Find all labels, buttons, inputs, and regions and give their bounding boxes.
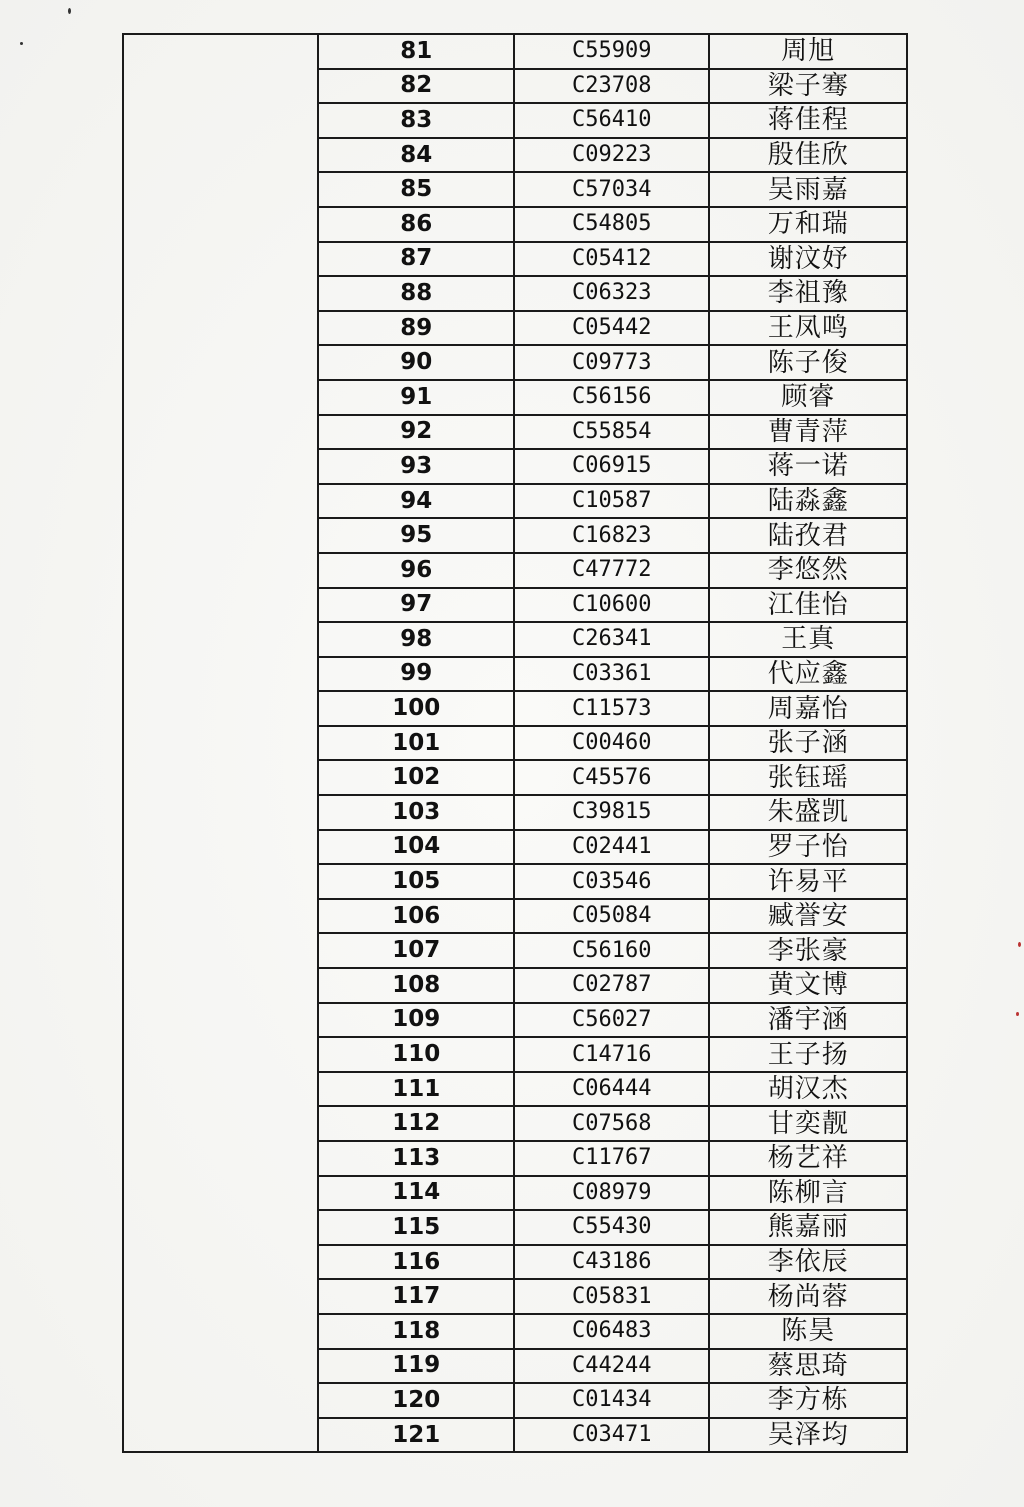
- student-code-cell: C56156: [514, 380, 709, 415]
- scan-speck: [20, 42, 23, 45]
- student-code-cell: C06483: [514, 1314, 709, 1349]
- student-code-cell: C26341: [514, 622, 709, 657]
- student-name-cell: 蒋佳程: [709, 103, 907, 138]
- row-number-cell: 121: [318, 1418, 513, 1453]
- student-name-cell: 李依辰: [709, 1245, 907, 1280]
- student-code-cell: C07568: [514, 1106, 709, 1141]
- student-code-cell: C11573: [514, 691, 709, 726]
- student-code-cell: C06915: [514, 449, 709, 484]
- student-code-cell: C08979: [514, 1176, 709, 1211]
- row-number-cell: 105: [318, 864, 513, 899]
- scan-speck: [68, 8, 71, 14]
- student-code-cell: C10587: [514, 484, 709, 519]
- student-name-cell: 陈昊: [709, 1314, 907, 1349]
- student-name-cell: 吴雨嘉: [709, 172, 907, 207]
- student-code-cell: C44244: [514, 1349, 709, 1384]
- student-name-cell: 李方栋: [709, 1383, 907, 1418]
- row-number-cell: 104: [318, 830, 513, 865]
- student-name-cell: 谢汶妤: [709, 242, 907, 277]
- row-number-cell: 101: [318, 726, 513, 761]
- student-code-cell: C57034: [514, 172, 709, 207]
- student-code-cell: C05084: [514, 899, 709, 934]
- student-name-cell: 蒋一诺: [709, 449, 907, 484]
- row-number-cell: 115: [318, 1210, 513, 1245]
- student-code-cell: C03471: [514, 1418, 709, 1453]
- student-name-cell: 朱盛凯: [709, 795, 907, 830]
- student-name-cell: 吴泽均: [709, 1418, 907, 1453]
- row-number-cell: 99: [318, 657, 513, 692]
- student-name-cell: 黄文博: [709, 968, 907, 1003]
- student-name-cell: 李张豪: [709, 933, 907, 968]
- row-number-cell: 108: [318, 968, 513, 1003]
- row-number-cell: 94: [318, 484, 513, 519]
- student-code-cell: C05412: [514, 242, 709, 277]
- row-number-cell: 82: [318, 69, 513, 104]
- student-code-cell: C16823: [514, 518, 709, 553]
- student-name-cell: 陆淼鑫: [709, 484, 907, 519]
- row-number-cell: 95: [318, 518, 513, 553]
- row-number-cell: 110: [318, 1037, 513, 1072]
- student-code-cell: C00460: [514, 726, 709, 761]
- row-number-cell: 113: [318, 1141, 513, 1176]
- student-code-cell: C03546: [514, 864, 709, 899]
- row-number-cell: 88: [318, 276, 513, 311]
- student-name-cell: 熊嘉丽: [709, 1210, 907, 1245]
- row-number-cell: 87: [318, 242, 513, 277]
- row-number-cell: 102: [318, 760, 513, 795]
- row-number-cell: 118: [318, 1314, 513, 1349]
- row-number-cell: 114: [318, 1176, 513, 1211]
- row-number-cell: 85: [318, 172, 513, 207]
- row-number-cell: 84: [318, 138, 513, 173]
- student-code-cell: C02787: [514, 968, 709, 1003]
- student-code-cell: C14716: [514, 1037, 709, 1072]
- student-name-cell: 王真: [709, 622, 907, 657]
- student-code-cell: C56027: [514, 1003, 709, 1038]
- row-number-cell: 92: [318, 415, 513, 450]
- row-number-cell: 116: [318, 1245, 513, 1280]
- student-code-cell: C43186: [514, 1245, 709, 1280]
- student-name-cell: 王凤鸣: [709, 311, 907, 346]
- student-code-cell: C01434: [514, 1383, 709, 1418]
- roster-table-body: [123, 34, 907, 1452]
- student-code-cell: C09773: [514, 345, 709, 380]
- student-name-cell: 李悠然: [709, 553, 907, 588]
- student-name-cell: 潘宇涵: [709, 1003, 907, 1038]
- row-number-cell: 119: [318, 1349, 513, 1384]
- row-number-cell: 106: [318, 899, 513, 934]
- student-name-cell: 张钰瑶: [709, 760, 907, 795]
- student-code-cell: C45576: [514, 760, 709, 795]
- student-name-cell: 陈柳言: [709, 1176, 907, 1211]
- row-number-cell: 98: [318, 622, 513, 657]
- student-code-cell: C03361: [514, 657, 709, 692]
- row-number-cell: 117: [318, 1279, 513, 1314]
- roster-table: [122, 33, 908, 1453]
- student-name-cell: 梁子骞: [709, 69, 907, 104]
- row-number-cell: 91: [318, 380, 513, 415]
- table-row: [123, 34, 907, 69]
- student-name-cell: 王子扬: [709, 1037, 907, 1072]
- row-number-cell: 103: [318, 795, 513, 830]
- student-name-cell: 胡汉杰: [709, 1072, 907, 1107]
- student-code-cell: C11767: [514, 1141, 709, 1176]
- scan-speck: [1018, 942, 1021, 947]
- student-code-cell: C39815: [514, 795, 709, 830]
- student-code-cell: C55430: [514, 1210, 709, 1245]
- student-code-cell: C54805: [514, 207, 709, 242]
- row-number-cell: 112: [318, 1106, 513, 1141]
- row-number-cell: 93: [318, 449, 513, 484]
- student-code-cell: C55909: [514, 34, 709, 69]
- merged-blank-cell: [123, 34, 318, 1452]
- student-name-cell: 罗子怡: [709, 830, 907, 865]
- student-code-cell: C06323: [514, 276, 709, 311]
- student-name-cell: 杨艺祥: [709, 1141, 907, 1176]
- student-code-cell: C02441: [514, 830, 709, 865]
- row-number-cell: 83: [318, 103, 513, 138]
- student-code-cell: C05831: [514, 1279, 709, 1314]
- student-name-cell: 杨尚蓉: [709, 1279, 907, 1314]
- student-name-cell: 许易平: [709, 864, 907, 899]
- student-name-cell: 万和瑞: [709, 207, 907, 242]
- row-number-cell: 111: [318, 1072, 513, 1107]
- student-name-cell: 臧誉安: [709, 899, 907, 934]
- row-number-cell: 89: [318, 311, 513, 346]
- student-name-cell: 张子涵: [709, 726, 907, 761]
- student-name-cell: 曹青萍: [709, 415, 907, 450]
- row-number-cell: 81: [318, 34, 513, 69]
- student-code-cell: C47772: [514, 553, 709, 588]
- student-name-cell: 周旭: [709, 34, 907, 69]
- row-number-cell: 109: [318, 1003, 513, 1038]
- student-name-cell: 李祖豫: [709, 276, 907, 311]
- student-name-cell: 江佳怡: [709, 588, 907, 623]
- student-code-cell: C23708: [514, 69, 709, 104]
- row-number-cell: 97: [318, 588, 513, 623]
- student-code-cell: C55854: [514, 415, 709, 450]
- student-code-cell: C56410: [514, 103, 709, 138]
- student-name-cell: 陈子俊: [709, 345, 907, 380]
- student-name-cell: 周嘉怡: [709, 691, 907, 726]
- student-code-cell: C56160: [514, 933, 709, 968]
- row-number-cell: 86: [318, 207, 513, 242]
- row-number-cell: 100: [318, 691, 513, 726]
- student-name-cell: 代应鑫: [709, 657, 907, 692]
- student-name-cell: 蔡思琦: [709, 1349, 907, 1384]
- row-number-cell: 96: [318, 553, 513, 588]
- student-code-cell: C06444: [514, 1072, 709, 1107]
- student-code-cell: C09223: [514, 138, 709, 173]
- roster-table-wrapper: [122, 33, 908, 1453]
- row-number-cell: 120: [318, 1383, 513, 1418]
- scan-speck: [1016, 1012, 1019, 1016]
- student-name-cell: 殷佳欣: [709, 138, 907, 173]
- student-name-cell: 甘奕靓: [709, 1106, 907, 1141]
- student-code-cell: C10600: [514, 588, 709, 623]
- student-code-cell: C05442: [514, 311, 709, 346]
- row-number-cell: 90: [318, 345, 513, 380]
- row-number-cell: 107: [318, 933, 513, 968]
- student-name-cell: 顾睿: [709, 380, 907, 415]
- student-name-cell: 陆孜君: [709, 518, 907, 553]
